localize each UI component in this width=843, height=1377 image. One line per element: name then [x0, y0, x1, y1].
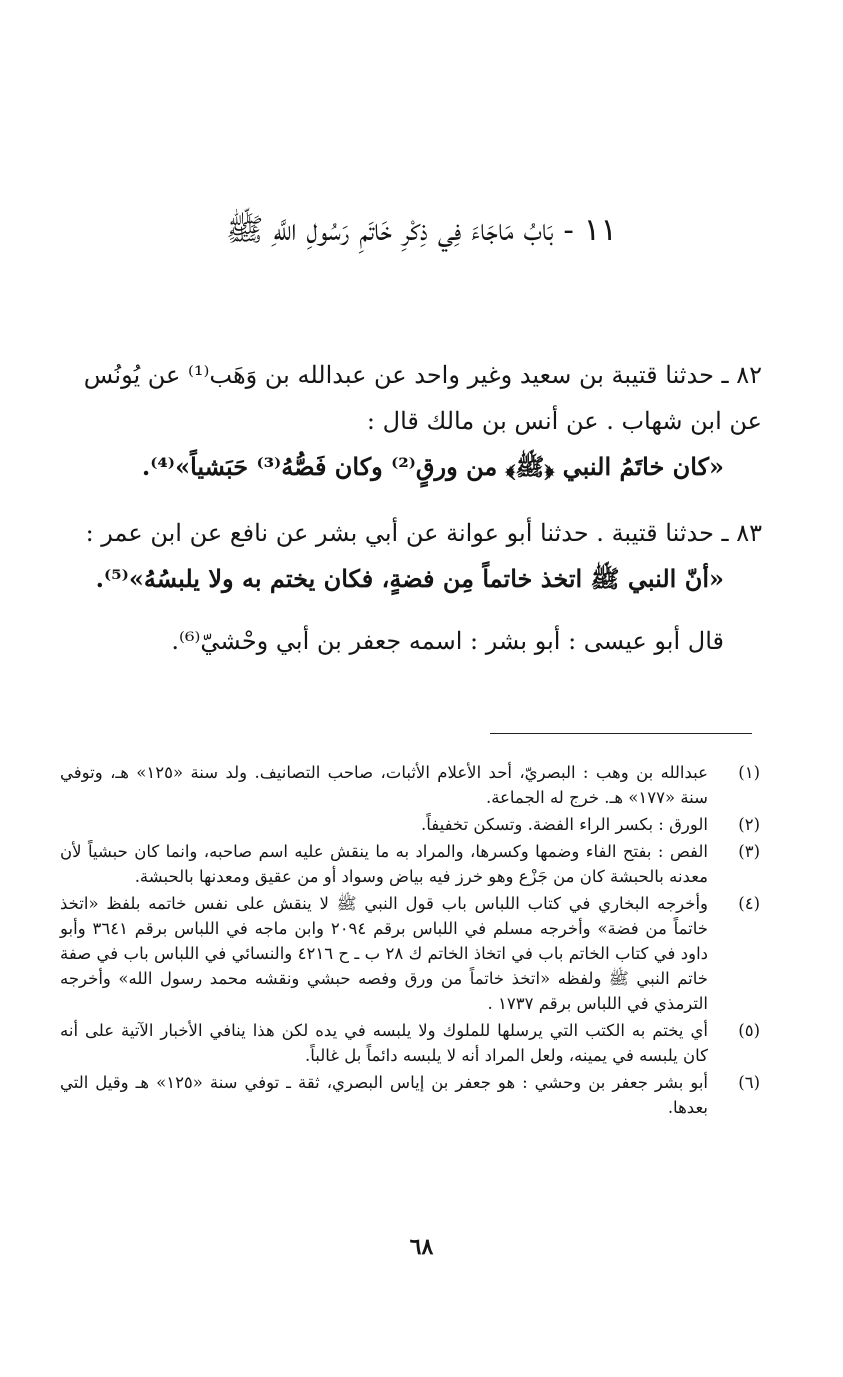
hadith-83-quote: «أنّ النبي ﷺ اتخذ خاتماً مِن فضةٍ، فكان يختم به ولا يلبسُهُ»⁽⁵⁾.	[95, 564, 724, 593]
footnote-number: (٥)	[738, 1021, 760, 1040]
closing-remark	[62, 618, 762, 664]
footnote-number: (٣)	[738, 842, 760, 861]
footnote-2	[60, 812, 760, 837]
footnote-text: الفص : بفتح الفاء وضمها وكسرها، والمراد به ما ينقش عليه اسم صاحبه، وانما كان حبشياً لأن معدنه بالحبشة كان من جَزْع وهو خرز فيه بياض وسواد أو من عقيق ومعدنها بالحبشة.	[60, 842, 708, 886]
hadith-83-line-1: ٨٣ ـ حدثنا قتيبة . حدثنا أبو عوانة عن أبي بشر عن نافع عن ابن عمر :	[85, 519, 762, 547]
footnote-5	[60, 1018, 760, 1068]
footnote-4	[60, 891, 760, 1016]
hadith-82-line-1: ٨٢ ـ حدثنا قتيبة بن سعيد وغير واحد عن عبدالله بن وَهَب⁽¹⁾ عن يُونُس	[83, 361, 762, 389]
hadith-82-line-2: عن ابن شهاب . عن أنس بن مالك قال :	[366, 407, 762, 435]
footnote-number: (٦)	[738, 1073, 760, 1092]
footnote-number: (٢)	[738, 815, 760, 834]
footnote-3	[60, 839, 760, 889]
footnote-divider	[490, 733, 752, 734]
footnotes	[60, 760, 760, 1122]
footnote-text: وأخرجه البخاري في كتاب اللباس باب قول النبي ﷺ لا ينقش على نفس خاتمه بلفظ «اتخذ خاتماً من فضة» وأخرجه مسلم في اللباس برقم ٢٠٩٤ وابن ماجه في اللباس برقم ٣٦٤١ وأبو داود في كتاب الخاتم باب في اتخاذ الخاتم ك ٢٨ ب ـ ح ٤٢١٦ والنسائي في اللباس باب في صفة خاتم النبي ﷺ ولفظه «اتخذ خاتماً من ورق وفصه حبشي ونقشه محمد رسول الله» وأخرجه الترمذي في اللباس برقم ١٧٣٧ .	[60, 894, 708, 1013]
closing-line: قال أبو عيسى : أبو بشر : اسمه جعفر بن أبي وحْشيّ⁽⁶⁾.	[171, 627, 724, 655]
footnote-text: أي يختم به الكتب التي يرسلها للملوك ولا يلبسه في يده لكن هذا ينافي الأخبار الآتية على أنه كان يلبسه في يمينه، ولعل المراد أنه لا يلبسه دائماً بل غالباً.	[60, 1021, 708, 1065]
footnote-text: الورق : بكسر الراء الفضة. وتسكن تخفيفاً.	[420, 815, 708, 834]
hadith-83	[62, 510, 762, 602]
chapter-title: ١١ - بَابُ مَاجَاءَ فِي ذِكْرِ خَاتَمِ رَسُولِ اللَّهِ ﷺ	[226, 212, 617, 248]
footnote-text: أبو بشر جعفر بن وحشي : هو جعفر بن إياس البصري، ثقة ـ توفي سنة «١٢٥» هـ وقيل التي بعدها.	[60, 1073, 709, 1117]
footnote-6	[60, 1070, 760, 1120]
footnote-number: (٤)	[738, 894, 760, 913]
page-number: ٦٨	[409, 1234, 434, 1260]
footnote-text: عبدالله بن وهب : البصريّ، أحد الأعلام الأثبات، صاحب التصانيف. ولد سنة «١٢٥» هـ، وتوفي سنة «١٧٧» هـ. خرج له الجماعة.	[60, 763, 708, 807]
footnote-1	[60, 760, 760, 810]
footnote-number: (١)	[738, 763, 760, 782]
hadith-82	[62, 352, 762, 490]
hadith-82-quote: «كان خاتَمُ النبي ﴿ﷺ﴾ من ورقٍ⁽²⁾ وكان فَصُّهُ⁽³⁾ حَبَشياً»⁽⁴⁾.	[141, 452, 724, 481]
